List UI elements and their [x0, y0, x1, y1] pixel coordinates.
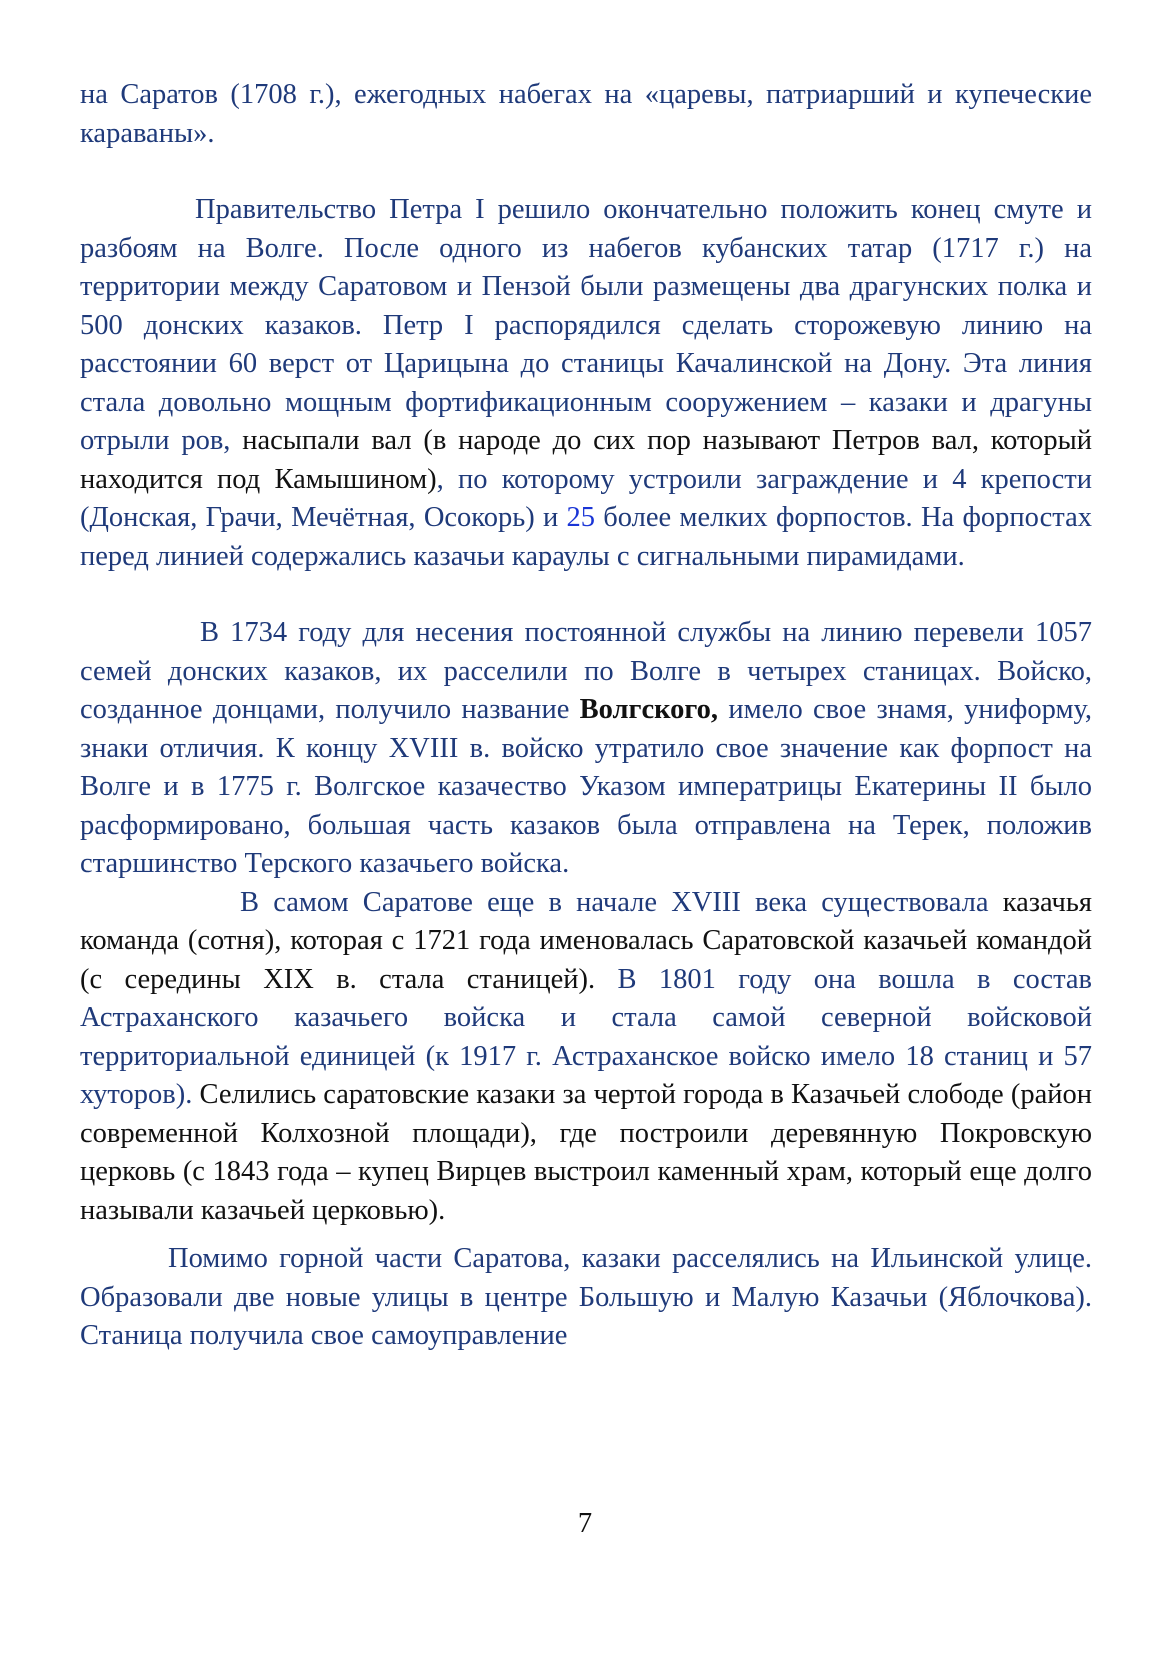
paragraph-2-text-c: более мелких форпостов. На форпостах перед линией содержались казачьи караулы с сигнальными пирамидами. — [80, 502, 1092, 572]
paragraph-4-dark-text: казачья команда (сотня), которая с 1721 года именовалась Саратовской казачьей командой (с середины XIX в. стала станицей). — [80, 886, 1092, 995]
paragraph-5-text: Помимо горной части Саратова, казаки расселялись на Ильинской улице. Образовали две новые улицы в центре Большую и Малую Казачьи (Яблочкова). Станица получила свое самоуправление — [80, 1243, 1092, 1351]
paragraph-3 — [80, 614, 1092, 884]
paragraph-3-text-a: В 1734 году для несения постоянной службы на линию перевели 1057 семей донских казаков, их расселили по Волге в четырех станицах. Войско, созданное донцами, получило название — [80, 617, 1092, 725]
paragraph-1 — [80, 76, 1092, 153]
paragraph-4-dark-text-2: Селились саратовские казаки за чертой города в Казачьей слободе (район современной Колхозной площади), где построили деревянную Покровскую церковь (с 1843 года – купец Вирцев выстроил каменный храм, который еще долго называли казачьей церковью). — [80, 1079, 1092, 1226]
paragraph-5 — [80, 1240, 1092, 1356]
paragraph-4-text-a: В самом Саратове еще в начале XVIII века существовала — [240, 886, 1003, 918]
paragraph-4 — [80, 884, 1092, 1231]
paragraph-3-text-b: имело свое знамя, униформу, знаки отличия. К концу XVIII в. войско утратило свое значение как форпост на Волге и в 1775 г. Волгское казачество Указом императрицы Екатерины II было расформировано, большая часть казаков была отправлена на Терек, положив старшинство Терского казачьего войска. — [80, 694, 1092, 879]
paragraph-2-number: 25 — [566, 502, 595, 533]
paragraph-2-dark-text: насыпали вал (в народе до сих пор называют Петров вал, который находится под Камышином) — [80, 425, 1093, 495]
paragraph-3-bold-term: Волгского, — [579, 694, 719, 725]
paragraph-1-text: на Саратов (1708 г.), ежегодных набегах на «царевы, патриарший и купеческие караваны». — [80, 79, 1092, 149]
page-number: 7 — [577, 1508, 593, 1539]
document-page — [80, 76, 1092, 1356]
paragraph-2 — [80, 191, 1092, 576]
paragraph-4-text-b: В 1801 году она вошла в состав Астраханского казачьего войска и стала самой северной войсковой территориальной единицей (к 1917 г. Астраханское войско имело 18 станиц и 57 хуторов). — [80, 963, 1092, 1110]
paragraph-2-text-b: , по которому устроили заграждение и 4 крепости (Донская, Грачи, Мечётная, Осокорь) и — [80, 463, 1092, 533]
paragraph-2-text: Правительство Петра I решило окончательно положить конец смуте и разбоям на Волге. После одного из набегов кубанских татар (1717 г.) на территории между Саратовом и Пензой были размещены два драгунских полка и 500 донских казаков. Петр I распорядился сделать сторожевую линию на расстоянии 60 верст от Царицына до станицы Качалинской на Дону. Эта линия стала довольно мощным фортификационным сооружением – казаки и драгуны отрыли ров, — [80, 194, 1092, 456]
